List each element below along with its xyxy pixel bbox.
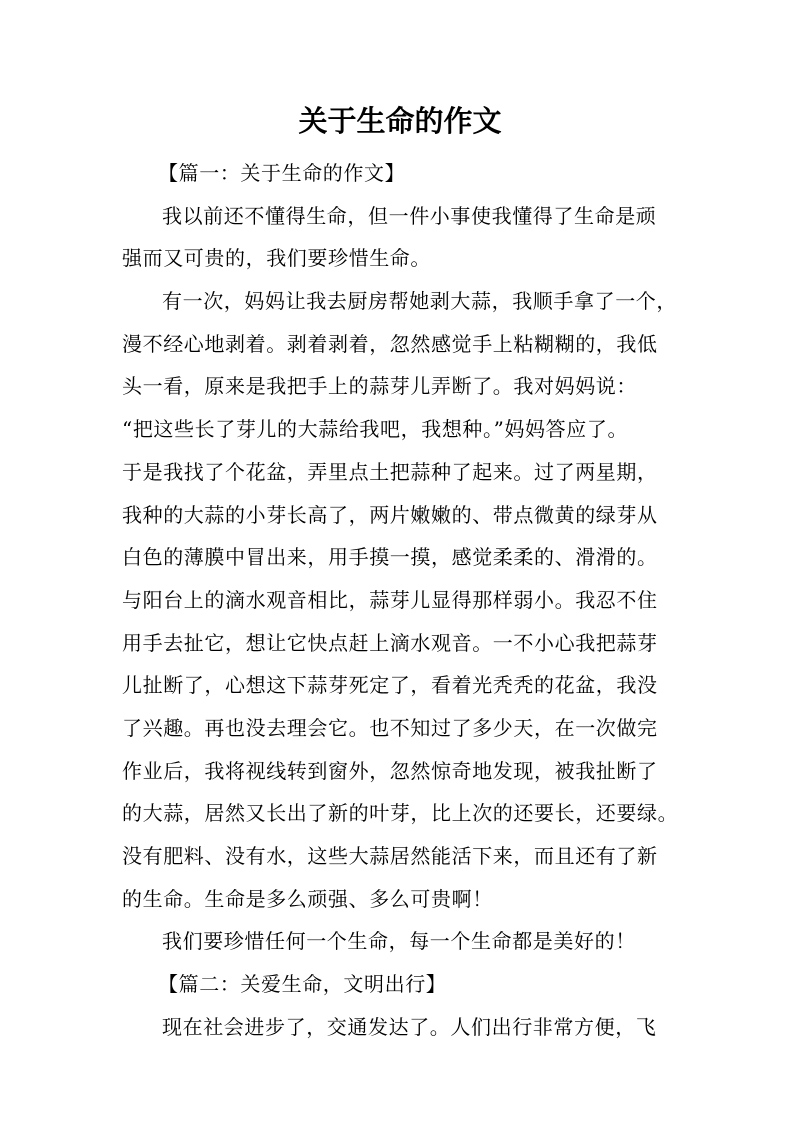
- paragraph-line: 白色的薄膜中冒出来，用手摸一摸，感觉柔柔的、滑滑的。: [122, 545, 658, 570]
- paragraph-line: 漫不经心地剥着。剥着剥着，忽然感觉手上粘糊糊的，我低: [122, 331, 658, 356]
- document-body: [122, 152, 682, 1048]
- section-heading: 【篇一：关于生命的作文】: [158, 161, 406, 185]
- paragraph-line: 与阳台上的滴水观音相比，蒜芽儿显得那样弱小。我忍不住: [122, 587, 658, 612]
- paragraph-line: 有一次，妈妈让我去厨房帮她剥大蒜，我顺手拿了一个，: [162, 289, 677, 314]
- paragraph-line: 我以前还不懂得生命，但一件小事使我懂得了生命是顽: [162, 203, 657, 228]
- paragraph-line: 的生命。生命是多么顽强、多么可贵啊！: [122, 886, 493, 911]
- paragraph-line: 作业后，我将视线转到窗外，忽然惊奇地发现，被我扯断了: [122, 758, 658, 783]
- section-heading: 【篇二：关爱生命，文明出行】: [158, 972, 447, 997]
- paragraph-line: 用手去扯它，想让它快点赶上滴水观音。一不小心我把蒜芽: [122, 630, 658, 655]
- paragraph-line: 头一看，原来是我把手上的蒜芽儿弄断了。我对妈妈说：: [122, 374, 637, 399]
- paragraph-line: 于是我找了个花盆，弄里点土把蒜种了起来。过了两星期，: [122, 459, 658, 484]
- paragraph-line: “把这些长了芽儿的大蒜给我吧，我想种。”妈妈答应了。: [122, 417, 629, 442]
- paragraph-line: 了兴趣。再也没去理会它。也不知过了多少天，在一次做完: [122, 715, 658, 740]
- paragraph-line: 现在社会进步了，交通发达了。人们出行非常方便，飞: [162, 1014, 657, 1039]
- paragraph-line: 我们要珍惜任何一个生命，每一个生命都是美好的！: [162, 929, 636, 954]
- paragraph-line: 我种的大蒜的小芽长高了，两片嫩嫩的、带点微黄的绿芽从: [122, 502, 658, 527]
- document-title: 关于生命的作文: [298, 104, 502, 138]
- paragraph-line: 强而又可贵的，我们要珍惜生命。: [122, 246, 431, 271]
- paragraph-line: 儿扯断了，心想这下蒜芽死定了，看着光秃秃的花盆，我没: [122, 673, 658, 698]
- paragraph-line: 没有肥料、没有水，这些大蒜居然能活下来，而且还有了新: [122, 844, 658, 868]
- paragraph-line: 的大蒜，居然又长出了新的叶芽，比上次的还要长，还要绿。: [122, 801, 679, 826]
